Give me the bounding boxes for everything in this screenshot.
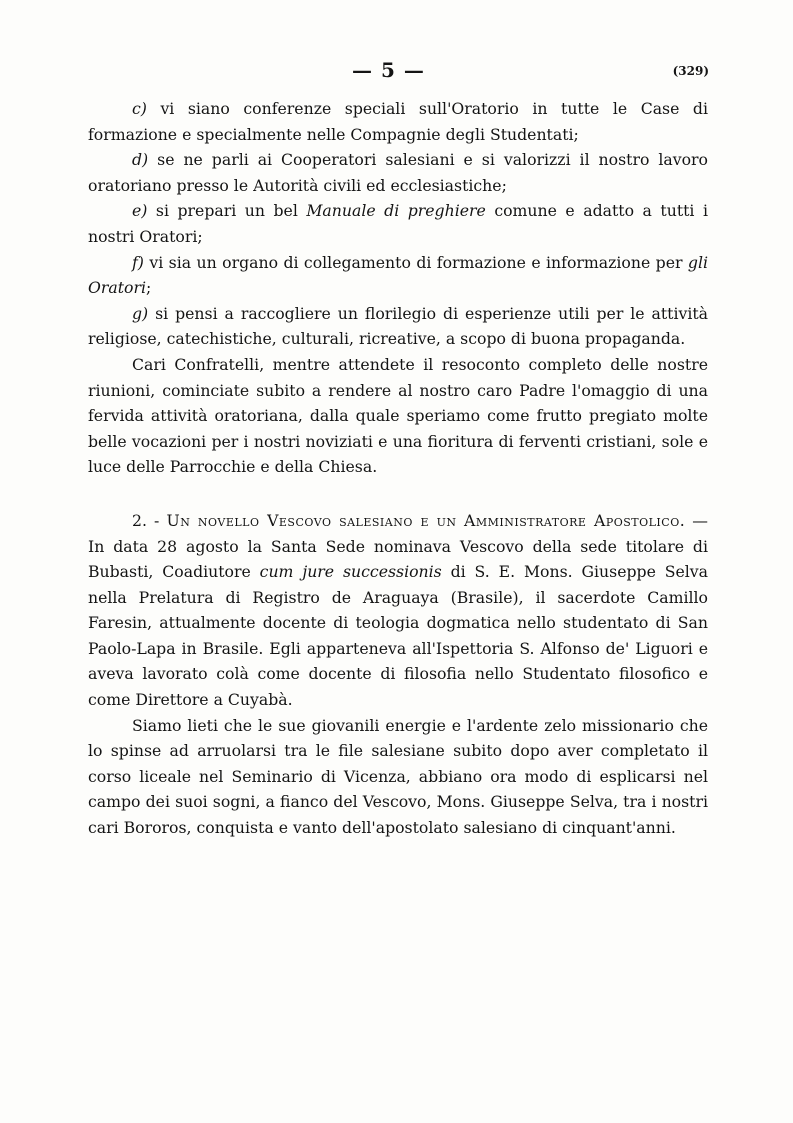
list-item-d (88, 147, 708, 198)
list-letter: e) (132, 201, 148, 221)
list-item-c (88, 96, 708, 147)
list-text: si prepari un bel (147, 201, 307, 221)
list-letter: c) (132, 99, 147, 118)
list-text: comune e adatto a tutti i nostri Oratori; (88, 201, 708, 246)
list-item-f (88, 250, 708, 301)
list-item-e (88, 198, 708, 249)
list-letter: d) (132, 150, 149, 170)
page-reference: (329) (672, 64, 709, 78)
list-letter: f) (132, 252, 144, 272)
list-text: se ne parli ai Cooperatori salesiani e si valorizzi il nostro lavoro oratoriano presso le Autorità civili ed ecclesiastiche; (88, 150, 708, 195)
section-2-paragraph-1 (88, 508, 708, 713)
list-text: ; (145, 278, 152, 298)
section-spacer (88, 480, 708, 508)
list-letter: g) (132, 303, 149, 323)
page-header (0, 58, 793, 82)
list-emphasis: Manuale di preghiere (306, 201, 486, 221)
section-text: — In data 28 agosto la Santa Sede nominava Vescovo della sede titolare di Bubasti, Coadiutore (88, 510, 708, 582)
page-number: — 5 — (352, 58, 425, 82)
section-number: 2. - (132, 510, 160, 530)
list-text: vi siano conferenze speciali sull'Oratorio in tutte le Case di formazione e specialmente nelle Compagnie degli Studentati; (88, 99, 708, 144)
list-emphasis: gli Oratori (88, 252, 708, 298)
section-emphasis: cum jure successionis (259, 562, 442, 582)
section-text: di S. E. Mons. Giuseppe Selva nella Prelatura di Registro de Araguaya (Brasile), il sacerdote Camillo Faresin, attualmente docente di teologia dogmatica nello studentato di San Paolo-Lapa in Brasile. Egli apparteneva all'Ispettoria S. Alfonso de' Liguori e aveva lavorato colà come docente di filosofia nello Studentato filosofico e come Direttore a Cuyabà. (88, 562, 709, 710)
list-text: si pensi a raccogliere un florilegio di esperienze utili per le attività religiose, catechistiche, culturali, ricreative, a scopo di buona propaganda. (88, 303, 708, 349)
section-2-paragraph-2: Siamo lieti che le sue giovanili energie e l'ardente zelo missionario che lo spinse ad arruolarsi tra le file salesiane subito dopo aver completato il corso liceale nel Seminario di Vicenza, abbiano ora modo di esplicarsi nel campo dei suoi sogni, a fianco del Vescovo, Mons. Giuseppe Selva, tra i nostri cari Bororos, conquista e vanto dell'apostolato salesiano di cinquant'anni. (88, 715, 708, 838)
section-heading: Un novello Vescovo salesiano e un Amministratore Apostolico. (166, 510, 686, 530)
list-text: vi sia un organo di collegamento di formazione e informazione per (143, 252, 688, 272)
page-body (88, 96, 708, 841)
list-item-g (88, 301, 708, 352)
closing-paragraph: Cari Confratelli, mentre attendete il resoconto completo delle nostre riunioni, cominciate subito a rendere al nostro caro Padre l'omaggio di una fervida attività oratoriana, dalla quale speriamo come frutto pregiato molte belle vocazioni per i nostri noviziati e una fioritura di ferventi cristiani, sole e luce delle Parrocchie e della Chiesa. (88, 354, 708, 477)
